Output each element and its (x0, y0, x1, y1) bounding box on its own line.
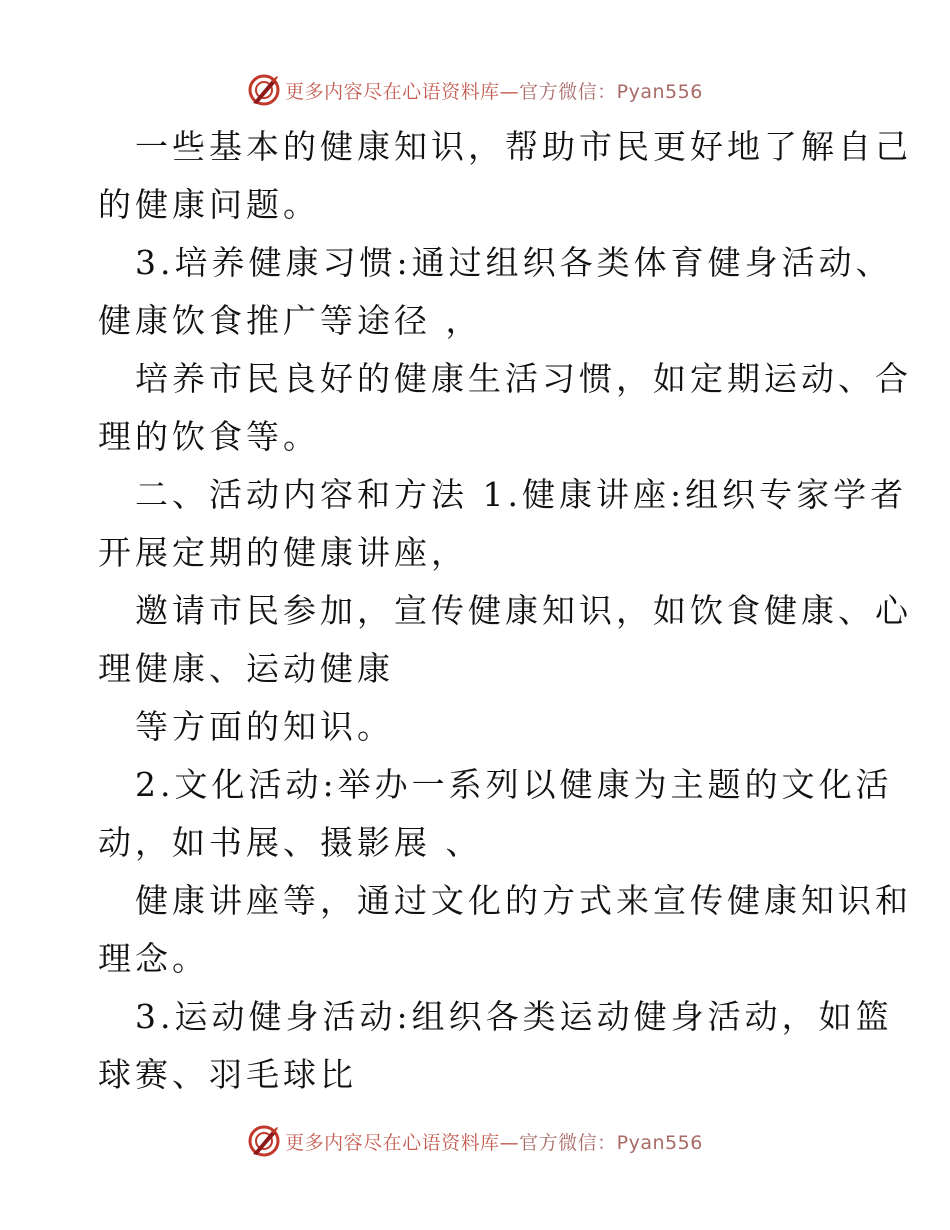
paragraph-line: 健康讲座等，通过文化的方式来宣传健康知识和 (135, 881, 912, 920)
paragraph-line: 的健康问题。 (98, 185, 320, 224)
paragraph-line: 2.文化活动:举办一系列以健康为主题的文化活 (135, 765, 893, 804)
paragraph-line: 等方面的知识。 (135, 707, 394, 746)
paragraph-line: 3.运动健身活动:组织各类运动健身活动，如篮 (135, 997, 893, 1036)
footer-watermark-banner (0, 1121, 950, 1161)
paragraph-line: 动，如书展、摄影展 、 (98, 823, 483, 862)
quill-circle-logo-icon (247, 73, 281, 107)
quill-circle-logo-icon (247, 1124, 281, 1158)
watermark-text: 更多内容尽在心语资料库—官方微信：Pyan556 (285, 80, 703, 103)
paragraph-line: 培养市民良好的健康生活习惯，如定期运动、合 (135, 359, 912, 398)
paragraph-line: 3.培养健康习惯:通过组织各类体育健身活动、 (135, 243, 893, 282)
document-body (98, 118, 912, 1104)
paragraph-line: 理的饮食等。 (98, 417, 320, 456)
paragraph-line: 一些基本的健康知识，帮助市民更好地了解自己 (135, 127, 912, 166)
paragraph-line: 球赛、羽毛球比 (98, 1055, 357, 1094)
paragraph-line: 健康饮食推广等途径 ， (98, 301, 483, 340)
paragraph-line: 二、活动内容和方法 1.健康讲座:组织专家学者 (135, 475, 908, 514)
header-watermark-banner (0, 70, 950, 110)
paragraph-line: 理健康、运动健康 (98, 649, 394, 688)
paragraph-line: 开展定期的健康讲座， (98, 533, 468, 572)
paragraph-line: 理念。 (98, 939, 209, 978)
paragraph-line: 邀请市民参加，宣传健康知识，如饮食健康、心 (135, 591, 912, 630)
watermark-text: 更多内容尽在心语资料库—官方微信：Pyan556 (285, 1131, 703, 1154)
